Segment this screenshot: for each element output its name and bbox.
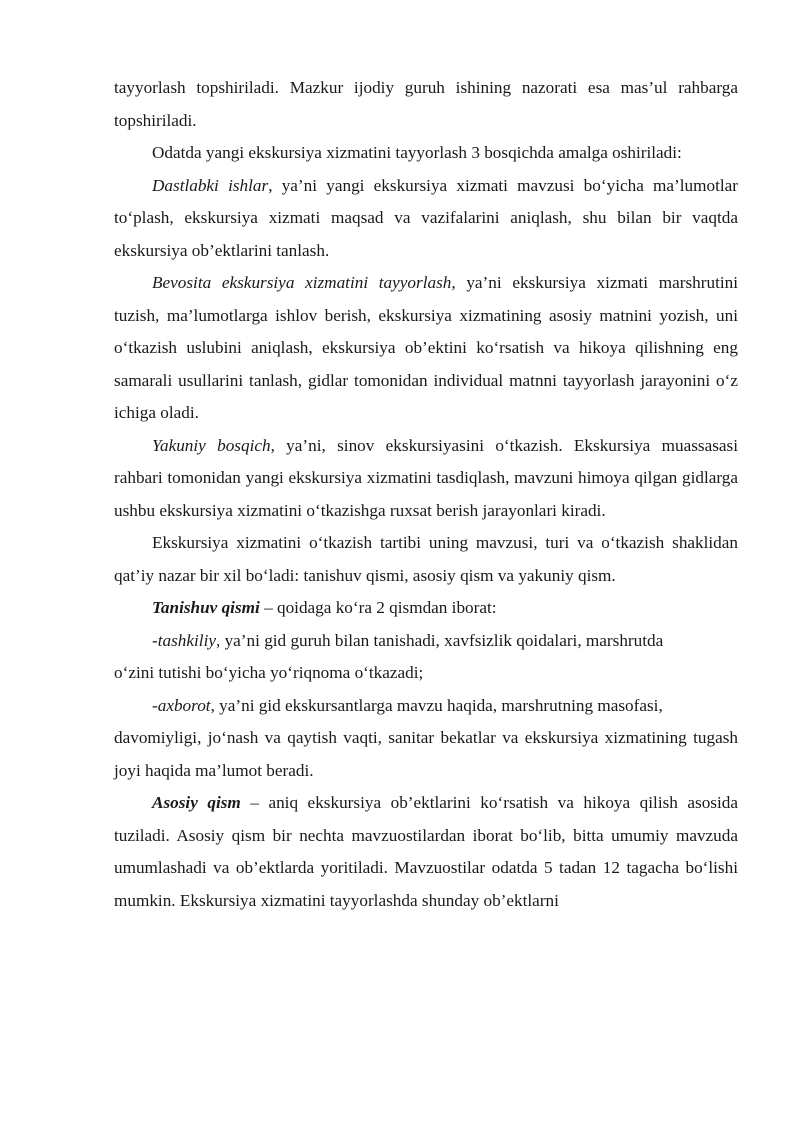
term-dastlabki: Dastlabki ishlar xyxy=(152,175,269,195)
paragraph-order: Ekskursiya xizmatini o‘tkazish tartibi uning mavzusi, turi va o‘tkazish shaklidan qat’iy nazar bir xil bo‘ladi: tanishuv qismi, asosiy qism va yakuniy qism. xyxy=(114,533,738,585)
paragraph-stage-3: Yakuniy bosqich, ya’ni, sinov ekskursiyasini o‘tkazish. Ekskursiya muassasasi rahbari tomonidan yangi ekskursiya xizmatini tasdiqlash, mavzuni himoya qilgan gidlarga ushbu ekskursiya xizmatini o‘tkazishga ruxsat berish jarayonlari kiradi. xyxy=(114,435,738,520)
paragraph-stage-1: Dastlabki ishlar, ya’ni yangi ekskursiya xizmati mavzusi bo‘yicha ma’lumotlar to‘plash, ekskursiya xizmati maqsad va vazifalarini aniqlash, shu bilan bir vaqtda ekskursiya ob’ektlarini tanlash. xyxy=(114,175,739,260)
term-axborot: axborot xyxy=(157,695,211,715)
paragraph-main-part: Asosiy qism – aniq ekskursiya ob’ektlarini ko‘rsatish va hikoya qilish asosida tuziladi. Asosiy qism bir nechta mavzuostilardan iborat bo‘lib, bitta umumiy mavzuda umumlashadi va ob’ektlarda yoritiladi. Mavzuostilar odatda 5 tadan 12 tagacha bo‘lishi mumkin. Ekskursiya xizmatini tayyorlashda shunday ob’ektlarni xyxy=(114,793,738,910)
paragraph-2: Odatda yangi ekskursiya xizmatini tayyorlash 3 bosqichda amalga oshiriladi: xyxy=(152,143,682,162)
term-bevosita: Bevosita ekskursiya xizmatini tayyorlash xyxy=(152,273,452,292)
paragraph-1: tayyorlash topshiriladi. Mazkur ijodiy guruh ishining nazorati esa mas’ul rahbarga topshiriladi. xyxy=(114,78,738,130)
term-tanishuv: Tanishuv qismi xyxy=(152,598,260,617)
list-item-information-cont: davomiyligi, jo‘nash va qaytish vaqti, sanitar bekatlar va ekskursiya xizmatining tugash joyi haqida ma’lumot beradi. xyxy=(114,728,738,780)
term-tashkiliy: tashkiliy xyxy=(157,630,216,650)
document-body xyxy=(114,72,738,917)
term-asosiy: Asosiy qism xyxy=(152,793,241,812)
list-item-information: -axborot, ya’ni gid ekskursantlarga mavzu haqida, marshrutning masofasi, xyxy=(152,695,663,715)
paragraph-stage-2: Bevosita ekskursiya xizmatini tayyorlash, ya’ni ekskursiya xizmati marshrutini tuzish, ma’lumotlarga ishlov berish, ekskursiya xizmatining asosiy matnini yozish, uni o‘tkazish uslubini aniqlash, ekskursiya ob’ektini ko‘rsatish va hikoya qilishning eng samarali usullarini tanlash, gidlar tomonidan individual matnni tayyorlash jarayonini o‘z ichiga oladi. xyxy=(114,273,738,422)
list-item-organizational-cont: o‘zini tutishi bo‘yicha yo‘riqnoma o‘tkazadi; xyxy=(114,663,424,682)
paragraph-intro-part: Tanishuv qismi – qoidaga ko‘ra 2 qismdan iborat: xyxy=(152,598,497,617)
list-item-organizational: -tashkiliy, ya’ni gid guruh bilan tanishadi, xavfsizlik qoidalari, marshrutda xyxy=(152,630,664,650)
term-yakuniy: Yakuniy bosqich, xyxy=(152,435,275,455)
